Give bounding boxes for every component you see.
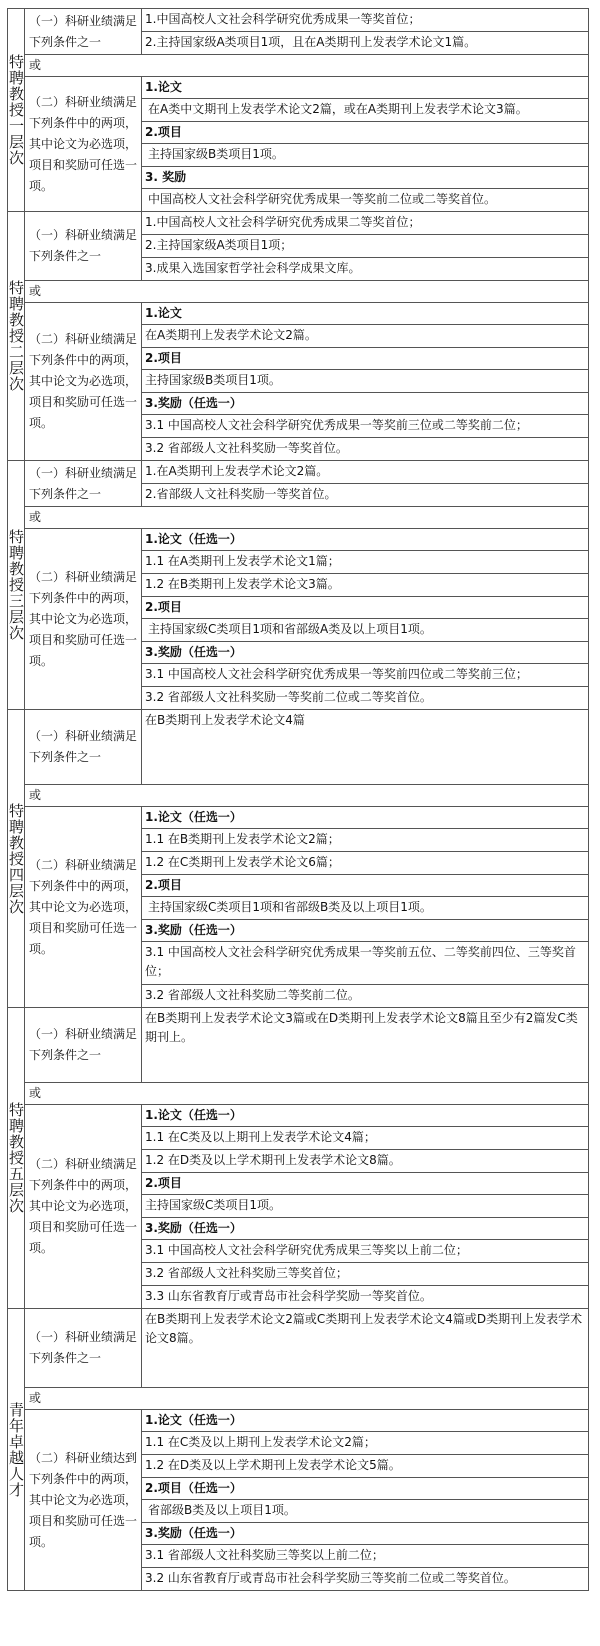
criteria-item: 2.项目（任选一） — [142, 1478, 588, 1500]
level-body — [25, 212, 589, 460]
criteria-item: 在A类期刊上发表学术论文2篇。 — [142, 325, 588, 348]
criteria-item: 3.奖励（任选一） — [142, 920, 588, 942]
condition-label: （二）科研业绩满足下列条件中的两项，其中论文为必选项，项目和奖励可任选一项。 — [25, 77, 142, 211]
criteria-item: 3.奖励（任选一） — [142, 642, 588, 664]
level-body — [25, 1008, 589, 1308]
level-body — [25, 1309, 589, 1590]
criteria-item: 1.论文 — [142, 303, 588, 325]
level-body — [25, 461, 589, 709]
criteria-item: 2.项目 — [142, 348, 588, 370]
option-two — [25, 77, 588, 211]
criteria-items — [142, 461, 588, 506]
criteria-items — [142, 303, 588, 460]
criteria-item: 主持国家级C类项目1项。 — [142, 1195, 588, 1218]
criteria-item: 3.奖励（任选一） — [142, 1523, 588, 1545]
criteria-item: 3.1 省部级人文社科奖励三等奖以上前二位； — [142, 1545, 588, 1568]
or-separator: 或 — [25, 506, 588, 529]
level-title: 特聘教授二层次 — [7, 212, 25, 460]
criteria-item: 1.论文（任选一） — [142, 807, 588, 829]
level-title: 青年卓越人才 — [7, 1309, 25, 1590]
criteria-item: 3.奖励（任选一） — [142, 393, 588, 415]
condition-label: （一）科研业绩满足下列条件之一 — [25, 461, 142, 506]
criteria-item: 2.省部级人文社科奖励一等奖首位。 — [145, 487, 337, 501]
criteria-item: 3.3 山东省教育厅或青岛市社会科学奖励一等奖首位。 — [145, 1289, 432, 1303]
criteria-item: 3.2 省部级人文社科奖励一等奖首位。 — [145, 441, 348, 455]
criteria-item: 在B类期刊上发表学术论文2篇或C类期刊上发表学术论文4篇或D类期刊上发表学术论文8篇。 — [145, 1312, 583, 1345]
criteria-item: 1.论文（任选一） — [142, 529, 588, 551]
criteria-items — [142, 1008, 588, 1082]
condition-label: （二）科研业绩满足下列条件中的两项，其中论文为必选项，项目和奖励可任选一项。 — [25, 807, 142, 1007]
criteria-item: 1.2 在B类期刊上发表学术论文3篇。 — [142, 574, 588, 597]
or-separator: 或 — [25, 1082, 588, 1105]
level-group — [7, 1309, 589, 1591]
level-group — [7, 8, 589, 212]
criteria-items — [142, 77, 588, 211]
criteria-item: 3. 奖励 — [142, 167, 588, 189]
criteria-item: 1.论文（任选一） — [142, 1105, 588, 1127]
criteria-item: 3.1 中国高校人文社会科学研究优秀成果一等奖前四位或二等奖前三位； — [142, 664, 588, 687]
criteria-item: 主持国家级C类项目1项和省部级A类及以上项目1项。 — [142, 619, 588, 642]
criteria-item: 主持国家级B类项目1项。 — [142, 370, 588, 393]
criteria-item: 2.项目 — [142, 122, 588, 144]
criteria-item: 2.项目 — [142, 875, 588, 897]
criteria-item: 在B类期刊上发表学术论文3篇或在D类期刊上发表学术论文8篇且至少有2篇发C类期刊上。 — [145, 1011, 578, 1044]
level-title: 特聘教授五层次 — [7, 1008, 25, 1308]
criteria-item: 1.中国高校人文社会科学研究优秀成果二等奖首位； — [142, 212, 588, 235]
criteria-items — [142, 529, 588, 709]
option-one — [25, 461, 588, 506]
criteria-items — [142, 1105, 588, 1308]
criteria-items — [142, 1410, 588, 1590]
criteria-items — [142, 9, 588, 54]
criteria-item: 1.1 在C类及以上期刊上发表学术论文2篇； — [142, 1432, 588, 1455]
level-body — [25, 710, 589, 1007]
criteria-item: 3.2 省部级人文社科奖励二等奖前二位。 — [145, 988, 360, 1002]
criteria-item: 3.2 省部级人文社科奖励三等奖首位； — [142, 1263, 588, 1286]
option-one — [25, 212, 588, 280]
criteria-items — [142, 807, 588, 1007]
criteria-item: 3.成果入选国家哲学社会科学成果文库。 — [145, 261, 361, 275]
criteria-item: 1.论文（任选一） — [142, 1410, 588, 1432]
criteria-item: 1.2 在D类及以上学术期刊上发表学术论文5篇。 — [142, 1455, 588, 1478]
level-group — [7, 461, 589, 710]
level-title: 特聘教授三层次 — [7, 461, 25, 709]
option-one — [25, 9, 588, 54]
criteria-item: 省部级B类及以上项目1项。 — [142, 1500, 588, 1523]
condition-label: （二）科研业绩满足下列条件中的两项，其中论文为必选项，项目和奖励可任选一项。 — [25, 529, 142, 709]
criteria-item: 3.2 山东省教育厅或青岛市社会科学奖励三等奖前二位或二等奖首位。 — [145, 1571, 516, 1585]
condition-label: （一）科研业绩满足下列条件之一 — [25, 710, 142, 784]
criteria-item: 2.项目 — [142, 597, 588, 619]
option-two — [25, 1105, 588, 1308]
criteria-item: 1.1 在C类及以上期刊上发表学术论文4篇； — [142, 1127, 588, 1150]
criteria-item: 2.主持国家级A类项目1项，且在A类期刊上发表学术论文1篇。 — [145, 35, 477, 49]
criteria-item: 3.奖励（任选一） — [142, 1218, 588, 1240]
criteria-item: 2.主持国家级A类项目1项； — [142, 235, 588, 258]
level-group — [7, 710, 589, 1008]
criteria-items — [142, 1309, 588, 1387]
option-one — [25, 1008, 588, 1082]
criteria-item: 在B类期刊上发表学术论文4篇 — [145, 713, 305, 727]
level-body — [25, 9, 589, 211]
or-separator: 或 — [25, 784, 588, 807]
criteria-table — [7, 8, 589, 1591]
option-two — [25, 807, 588, 1007]
level-group — [7, 212, 589, 461]
criteria-item: 3.1 中国高校人文社会科学研究优秀成果三等奖以上前二位； — [142, 1240, 588, 1263]
option-one — [25, 1309, 588, 1387]
criteria-item: 主持国家级B类项目1项。 — [142, 144, 588, 167]
criteria-item: 3.1 中国高校人文社会科学研究优秀成果一等奖前三位或二等奖前二位； — [142, 415, 588, 438]
criteria-item: 1.2 在D类及以上学术期刊上发表学术论文8篇。 — [142, 1150, 588, 1173]
criteria-item: 1.1 在B类期刊上发表学术论文2篇； — [142, 829, 588, 852]
option-two — [25, 529, 588, 709]
level-group — [7, 1008, 589, 1309]
condition-label: （一）科研业绩满足下列条件之一 — [25, 1008, 142, 1082]
criteria-item: 中国高校人文社会科学研究优秀成果一等奖前二位或二等奖首位。 — [148, 192, 497, 206]
criteria-item: 1.中国高校人文社会科学研究优秀成果一等奖首位； — [142, 9, 588, 32]
criteria-item: 1.1 在A类期刊上发表学术论文1篇； — [142, 551, 588, 574]
option-two — [25, 303, 588, 460]
criteria-items — [142, 710, 588, 784]
or-separator: 或 — [25, 54, 588, 77]
condition-label: （二）科研业绩满足下列条件中的两项，其中论文为必选项，项目和奖励可任选一项。 — [25, 303, 142, 460]
or-separator: 或 — [25, 1387, 588, 1410]
option-two — [25, 1410, 588, 1590]
level-title: 特聘教授一层次 — [7, 9, 25, 211]
criteria-item: 1.在A类期刊上发表学术论文2篇。 — [142, 461, 588, 484]
criteria-item: 主持国家级C类项目1项和省部级B类及以上项目1项。 — [142, 897, 588, 920]
criteria-items — [142, 212, 588, 280]
condition-label: （一）科研业绩满足下列条件之一 — [25, 212, 142, 280]
condition-label: （一）科研业绩满足下列条件之一 — [25, 1309, 142, 1387]
criteria-item: 1.论文 — [142, 77, 588, 99]
or-separator: 或 — [25, 280, 588, 303]
level-title: 特聘教授四层次 — [7, 710, 25, 1007]
criteria-item: 1.2 在C类期刊上发表学术论文6篇； — [142, 852, 588, 875]
criteria-item: 2.项目 — [142, 1173, 588, 1195]
criteria-item: 在A类中文期刊上发表学术论文2篇，或在A类期刊上发表学术论文3篇。 — [142, 99, 588, 122]
condition-label: （二）科研业绩达到下列条件中的两项，其中论文为必选项，项目和奖励可任选一项。 — [25, 1410, 142, 1590]
condition-label: （二）科研业绩满足下列条件中的两项，其中论文为必选项，项目和奖励可任选一项。 — [25, 1105, 142, 1308]
condition-label: （一）科研业绩满足下列条件之一 — [25, 9, 142, 54]
option-one — [25, 710, 588, 784]
criteria-item: 3.2 省部级人文社科奖励一等奖前二位或二等奖首位。 — [145, 690, 432, 704]
criteria-item: 3.1 中国高校人文社会科学研究优秀成果一等奖前五位、二等奖前四位、三等奖首位； — [142, 942, 588, 985]
